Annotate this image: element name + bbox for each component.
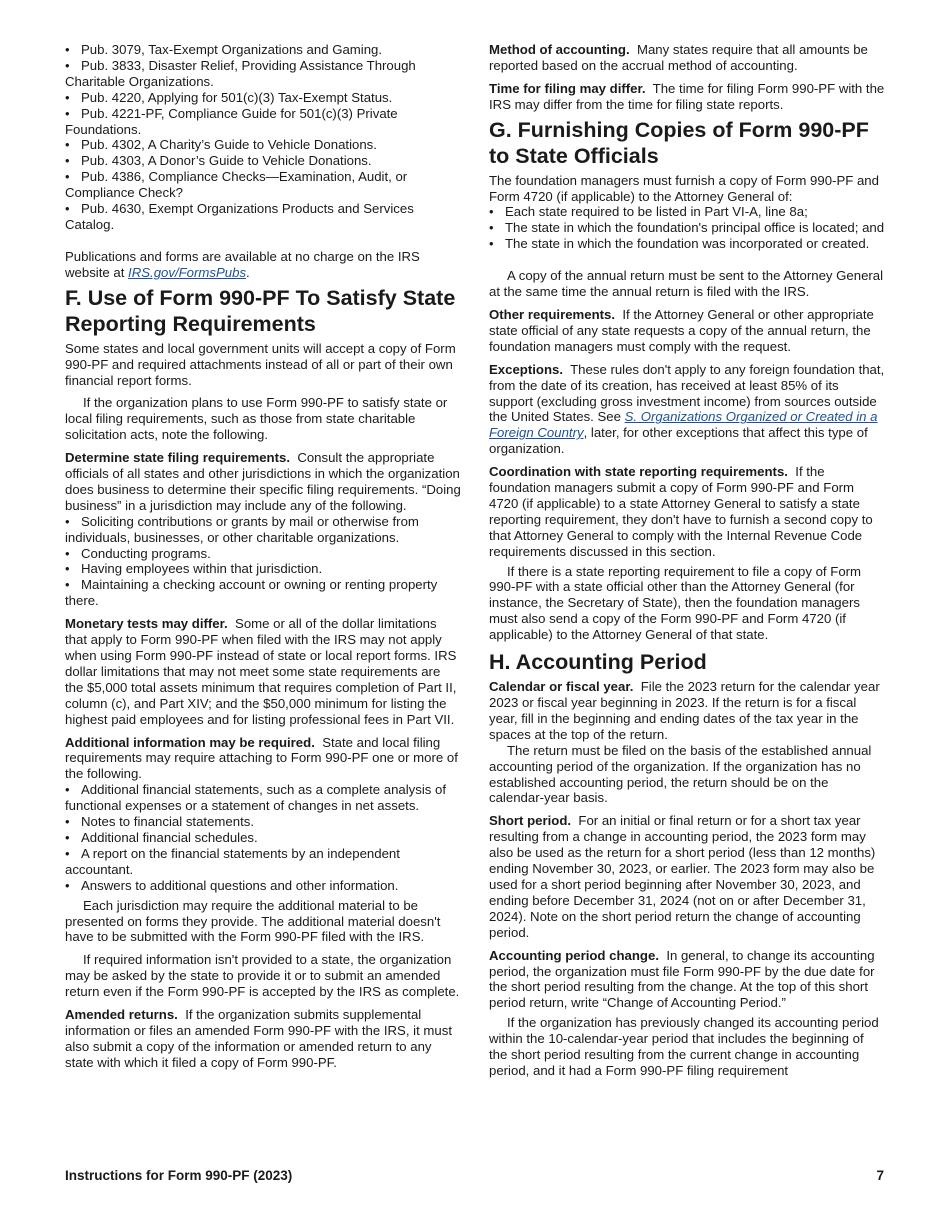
period-change-paragraph: Accounting period change. In general, to change its accounting period, the organization must file Form 990-PF by the due date for the short period resulting from the change. At the top of this short period return, write “Change of Accounting Period.” [489,947,875,1011]
irs-forms-pubs-link[interactable]: IRS.gov/FormsPubs [128,264,247,280]
section-g-heading: G. Furnishing Copies of Form 990-PF to State Officials [489,117,869,168]
section-f-plans: If the organization plans to use Form 990-PF to satisfy state or local filing requirements, such as those from state charitable solicitation acts, note the following. [65,395,448,443]
list-item: • Each state required to be listed in Part VI-A, line 8a; [489,204,885,220]
publications-note: Publications and forms are available at no charge on the IRS website at IRS.gov/FormsPubs. [65,248,420,280]
section-f-heading: F. Use of Form 990-PF To Satisfy State Reporting Requirements [65,285,456,336]
period-change-para: If the organization has previously changed its accounting period within the 10-calendar-year period that includes the beginning of the short period resulting from the current change in accounting period, and it had a Form 990-PF filing requirement [489,1015,879,1078]
list-item: • Soliciting contributions or grants by mail or otherwise from individuals, businesses, or other charitable organizations. [65,514,461,546]
list-item: • Answers to additional questions and other information. [65,878,461,894]
coordination-paragraph: Coordination with state reporting requirements. If the foundation managers submit a copy of Form 990-PF and Form 4720 (if applicable) to a state Attorney General to satisfy a state reporting requirement, they don't have to furnish a second copy to that Attorney General to comply with the Internal Revenue Code requirements discussed in this section. [489,464,873,559]
amended-paragraph: Amended returns. If the organization submits supplemental information or files an amended Form 990-PF with the IRS, it must also submit a copy of the information or amended return to any state with which it filed a copy of Form 990-PF. [65,1007,452,1070]
list-item: • A report on the financial statements by an independent accountant. [65,846,461,878]
list-item: • The state in which the foundation's principal office is located; and [489,220,885,236]
time-paragraph: Time for filing may differ. The time for filing Form 990-PF with the IRS may differ from the time for filing state reports. [489,80,885,112]
calendar-paragraph: Calendar or fiscal year. File the 2023 return for the calendar year 2023 or fiscal year beginning in 2023. If the return is for a fiscal year, fill in the beginning and ending dates of the tax year in the spaces at the top of the return. [489,679,880,742]
list-item: • Additional financial statements, such as a complete analysis of functional expenses or a statement of changes in net assets. [65,782,461,814]
determine-paragraph: Determine state filing requirements. Consult the appropriate officials of all states and other jurisdictions in which the organization does business to determine their specific filing requirements. “Doing business” in a jurisdiction may include any of the following. [65,450,461,513]
method-paragraph: Method of accounting. Many states require that all amounts be reported based on the accrual method of accounting. [489,42,868,73]
exceptions-paragraph: Exceptions. These rules don't apply to any foreign foundation that, from the date of its creation, has received at least 85% of its support (excluding gross investment income) from sources outside the United States. See S. Organizations Organized or Created in a Foreign Country, later, for other exceptions that affect this type of organization. [489,361,885,457]
additional-para-1: Each jurisdiction may require the additional material to be presented on forms they provide. The additional material doesn't have to be submitted with the Form 990-PF filed with the IRS. [65,897,441,945]
list-item: • Pub. 4220, Applying for 501(c)(3) Tax-Exempt Status. [65,90,461,106]
short-period-paragraph: Short period. For an initial or final return or for a short tax year resulting from a change in accounting period, the 2023 form may also be used as the return for a short period (less than 12 months) ending November 30, 2023, or earlier. The 2023 form may also be used for a short period beginning after November 30, 2023, and ending before December 31, 2024 (not on or after December 31, 2024). Note on the short period return the change of accounting period. [489,813,876,940]
additional-para-2: If required information isn't provided to a state, the organization may be asked by the state to provide it or to submit an amended return even if the Form 990-PF is accepted by the IRS as complete. [65,952,460,1000]
section-f-intro: Some states and local government units will accept a copy of Form 990-PF and required attachments instead of all or part of their own financial report forms. [65,340,456,388]
page-number: 7 [876,1168,884,1183]
additional-paragraph: Additional information may be required. State and local filing requirements may require attaching to Form 990-PF one or more of the following. [65,734,458,782]
list-item: • The state in which the foundation was incorporated or created. [489,236,885,252]
copy-paragraph: A copy of the annual return must be sent to the Attorney General at the same time the annual return is filed with the IRS. [489,268,884,300]
list-item: • Pub. 4386, Compliance Checks—Examination, Audit, or Compliance Check? [65,169,461,201]
right-column [489,42,885,1079]
calendar-para: The return must be filed on the basis of the established annual accounting period of the organization. If the organization has no established accounting period, the return should be on the calendar-year basis. [489,742,872,806]
list-item: • Conducting programs. [65,546,461,562]
list-item: • Pub. 4630, Exempt Organizations Products and Services Catalog. [65,201,461,233]
footer-title: Instructions for Form 990-PF (2023) [65,1168,293,1183]
list-item: • Pub. 4303, A Donor’s Guide to Vehicle Donations. [65,153,461,169]
foreign-country-link[interactable]: S. Organizations Organized or Created in a Foreign Country [489,409,878,441]
list-item: • Pub. 4302, A Charity’s Guide to Vehicle Donations. [65,137,461,153]
list-item: • Pub. 3079, Tax-Exempt Organizations and Gaming. [65,42,461,58]
coordination-para: If there is a state reporting requirement to file a copy of Form 990-PF with a state official other than the Attorney General (for instance, the Secretary of State), then the foundation managers must also send a copy of the Form 990-PF and Form 4720 (if applicable) to the Attorney General of that state. [489,563,862,643]
list-item: • Maintaining a checking account or owning or renting property there. [65,577,461,609]
list-item: • Pub. 3833, Disaster Relief, Providing Assistance Through Charitable Organizations. [65,58,461,90]
section-g-intro: The foundation managers must furnish a copy of Form 990-PF and Form 4720 (if applicable) to the Attorney General of: [489,172,879,204]
list-item: • Notes to financial statements. [65,814,461,830]
left-column [65,42,461,1071]
publications-list [65,42,461,233]
section-h-heading: H. Accounting Period [489,650,707,675]
list-item: • Having employees within that jurisdiction. [65,561,461,577]
monetary-paragraph: Monetary tests may differ. Some or all of the dollar limitations that apply to Form 990-PF when filed with the IRS may not apply when using Form 990-PF instead of state or local report forms. IRS dollar limitations that may not meet some state requirements are the $5,000 total assets minimum that requires completion of Part II, column (c), and Part XIV; and the $50,000 minimum for listing the highest paid employees and for listing professional fees in Part VII. [65,616,457,727]
other-requirements-paragraph: Other requirements. If the Attorney General or other appropriate state official of any state requests a copy of the annual return, the foundation managers must comply with the request. [489,306,874,354]
list-item: • Pub. 4221-PF, Compliance Guide for 501(c)(3) Private Foundations. [65,106,461,138]
list-item: • Additional financial schedules. [65,830,461,846]
